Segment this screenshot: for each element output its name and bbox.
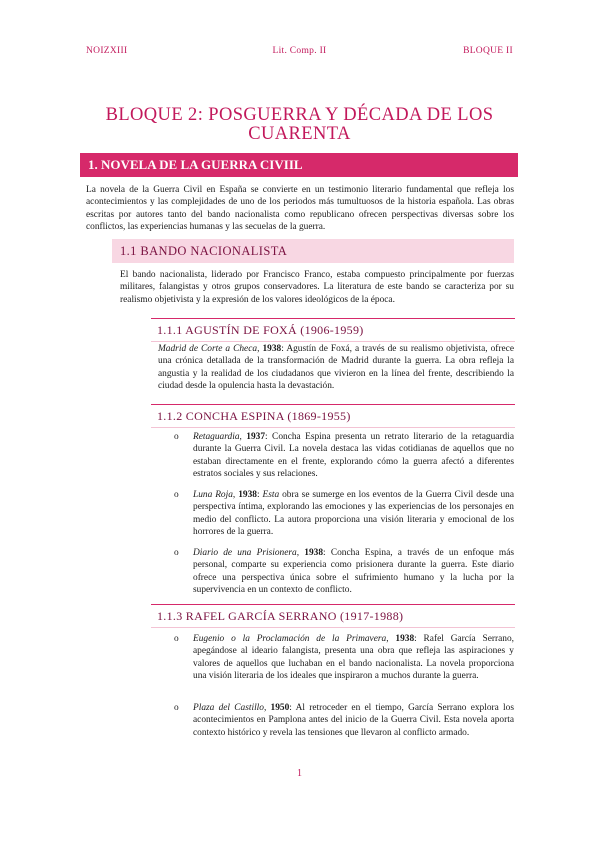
bullet-marker: o [174,703,179,713]
header-left: NOIZXIII [86,46,128,56]
work-year: 1938 [304,548,324,558]
list-item: Diario de una Prisionera, 1938: Concha Espina, a través de un enfoque más personal, comparte su experiencia como prisionera durante la guerra. Este diario ofrece una perspectiva única sobre el sufrimiento humano y la lucha por la supervivencia en un contexto de conflicto. [193,548,515,595]
work-year: 1938 [395,634,415,644]
bullet-marker: o [174,634,179,644]
page-header [86,46,513,60]
work-description-italic: Esta [262,490,280,500]
foxa-paragraph: Madrid de Corte a Checa, 1938: Agustín de Foxá, a través de su realismo objetivista, ofrece una crónica detallada de la transformación de Madrid durante la guerra. La obra refleja la angustia y la realidad de los ciudadanos que vivieron en la línea del frente, describiendo la ciudad desde la opulencia hasta la devastación. [158,344,515,391]
section-heading-novela: 1. NOVELA DE LA GUERRA CIVIIL [80,153,518,177]
intro-paragraph: La novela de la Guerra Civil en España se convierte en un testimonio literario fundamental que refleja los acontecimientos y las complejidades de uno de los periodos más tumultuosos de la historia española. Las obras escritas por autores tanto del bando nacionalista como republicano ofrecen perspectivas diversas sobre los conflictos, las experiencias humanas y las secuelas de la guerra. [86,185,514,232]
work-year: 1938 [262,344,282,354]
work-year: 1938 [238,490,257,500]
work-description: : Al retroceder en el tiempo, García Serrano explora los acontecimientos en Pamplona antes del inicio de la Guerra Civil. Esta novela aporta contexto histórico y revela las tensiones que llevaron al conflicto armado. [193,703,514,738]
author-heading-serrano: 1.1.3 RAFEL GARCÍA SERRANO (1917-1988) [151,604,515,628]
work-title: Plaza del Castillo [193,703,264,713]
header-center: Lit. Comp. II [272,46,327,56]
bando-paragraph: El bando nacionalista, liderado por Francisco Franco, estaba compuesto principalmente por fuerzas militares, falangistas y otros grupos conservadores. La literatura de este bando se caracteriza por su realismo objetivista y la expresión de los valores ideológicos de la época. [120,270,514,305]
bullet-marker: o [174,548,179,558]
work-description: : Concha Espina, a través de un enfoque más personal, comparte su experiencia como prisionera durante la guerra. Este diario ofrece una perspectiva única sobre el sufrimiento humano y la lucha por la supervivencia en un contexto de conflicto. [193,548,515,595]
work-year: 1937 [246,432,266,442]
work-title: Eugenio o la Proclamación de la Primavera [193,634,387,644]
work-title: Madrid de Corte a Checa [158,344,258,354]
work-title: Retaguardia [193,432,240,442]
work-description: obra se sumerge en los eventos de la Guerra Civil desde una perspectiva íntima, explorando las emociones y las experiencias de los personajes en medio del conflicto. La autora proporciona una visión literaria y emocional de los horrores de la guerra. [193,490,515,537]
author-heading-espina: 1.1.2 CONCHA ESPINA (1869-1955) [151,404,515,428]
work-description: : Rafel García Serrano, apegándose al ideario falangista, presenta una obra que refleja las aspiraciones y valores de aquellos que luchaban en el bando nacionalista. La novela proporciona una visión literaria de los ideales que inspiraron a muchos durante la guerra. [193,634,514,681]
list-item: Retaguardia, 1937: Concha Espina presenta un retrato literario de la retaguardia durante la Guerra Civil. La novela destaca las vidas cotidianas de aquellos que no estaban directamente en el frente, explorando cómo la guerra afectó a diferentes estratos sociales y sus relaciones. [193,432,515,479]
page-number: 1 [297,768,302,779]
header-right: BLOQUE II [463,46,513,56]
list-item: Luna Roja, 1938: Esta obra se sumerge en los eventos de la Guerra Civil desde una perspectiva íntima, explorando las emociones y las experiencias de los personajes en medio del conflicto. La autora proporciona una visión literaria y emocional de los horrores de la guerra. [193,490,515,537]
work-description: : Concha Espina presenta un retrato literario de la retaguardia durante la Guerra Civil. La novela destaca las vidas cotidianas de aquellos que no estaban directamente en el frente, explorando cómo la guerra afectó a diferentes estratos sociales y sus relaciones. [193,432,515,479]
subsection-heading-bando: 1.1 BANDO NACIONALISTA [112,239,514,263]
bullet-marker: o [174,432,179,442]
work-title: Diario de una Prisionera [193,548,297,558]
author-heading-foxa: 1.1.1 AGUSTÍN DE FOXÁ (1906-1959) [151,318,515,342]
page-title: BLOQUE 2: POSGUERRA Y DÉCADA DE LOS CUARENTA [105,105,494,144]
list-item: Plaza del Castillo, 1950: Al retroceder en el tiempo, García Serrano explora los acontecimientos en Pamplona antes del inicio de la Guerra Civil. Esta novela aporta contexto histórico y revela las tensiones que llevaron al conflicto armado. [193,703,514,738]
list-item: Eugenio o la Proclamación de la Primavera, 1938: Rafel García Serrano, apegándose al ideario falangista, presenta una obra que refleja las aspiraciones y valores de aquellos que luchaban en el bando nacionalista. La novela proporciona una visión literaria de los ideales que inspiraron a muchos durante la guerra. [193,634,514,681]
bullet-marker: o [174,490,179,500]
work-year: 1950 [270,703,290,713]
work-description: : Agustín de Foxá, a través de su realismo objetivista, ofrece una crónica detallada de la transformación de Madrid durante la guerra. La obra refleja la angustia y la realidad de los ciudadanos que vivieron en la línea del frente, describiendo la ciudad desde la opulencia hasta la devastación. [158,344,515,391]
work-title: Luna Roja [193,490,233,500]
